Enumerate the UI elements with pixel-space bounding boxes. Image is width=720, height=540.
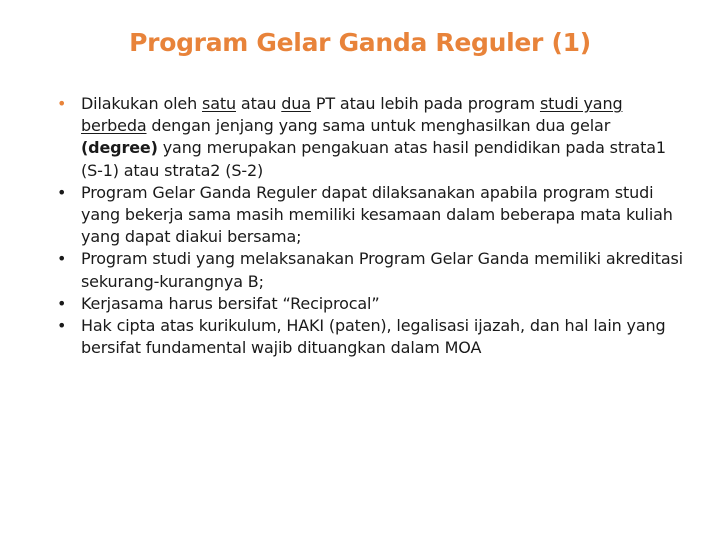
bullet-list	[48, 93, 688, 359]
bullet-marker: •	[57, 293, 67, 313]
bullet-text-segment: satu	[202, 94, 236, 113]
bullet-text-segment: Dilakukan oleh	[81, 94, 203, 113]
bullet-item	[48, 248, 688, 292]
bullet-item	[48, 93, 688, 182]
bullet-text-segment: Hak cipta atas kurikulum, HAKI (paten), legalisasi ijazah, dan hal lain yang bersifat fundamental wajib dituangkan dalam MOA	[81, 316, 666, 358]
bullet-text-segment: Program Gelar Ganda Reguler dapat dilaksanakan apabila program studi yang bekerja sama masih memiliki kesamaan dalam beberapa mata kuliah yang dapat diakui bersama;	[81, 182, 673, 247]
bullet-text-segment: (degree)	[81, 138, 158, 158]
bullet-marker: •	[57, 94, 67, 113]
bullet-text-segment: PT atau lebih pada program	[310, 94, 540, 113]
bullet-text-segment: yang merupakan pengakuan atas hasil pendidikan pada strata1 (S-1) atau strata2 (S-2)	[81, 138, 666, 180]
bullet-item	[48, 293, 688, 315]
bullet-text-segment: atau	[235, 94, 282, 113]
bullet-text-segment: Program studi yang melaksanakan Program Gelar Ganda memiliki akreditasi sekurang-kurangnya B;	[81, 249, 683, 291]
bullet-marker: •	[57, 249, 67, 269]
bullet-marker: •	[57, 316, 67, 336]
bullet-text-segment: studi yang berbeda	[81, 94, 623, 136]
bullet-item	[48, 315, 688, 359]
bullet-marker: •	[57, 182, 67, 202]
slide-title: Program Gelar Ganda Reguler (1)	[129, 28, 591, 57]
bullet-text-segment: Kerjasama harus bersifat “Reciprocal”	[81, 293, 380, 313]
bullet-text-segment: dengan jenjang yang sama untuk menghasilkan dua gelar	[146, 116, 611, 136]
bullet-item	[48, 182, 688, 249]
bullet-text-segment: dua	[281, 94, 311, 113]
